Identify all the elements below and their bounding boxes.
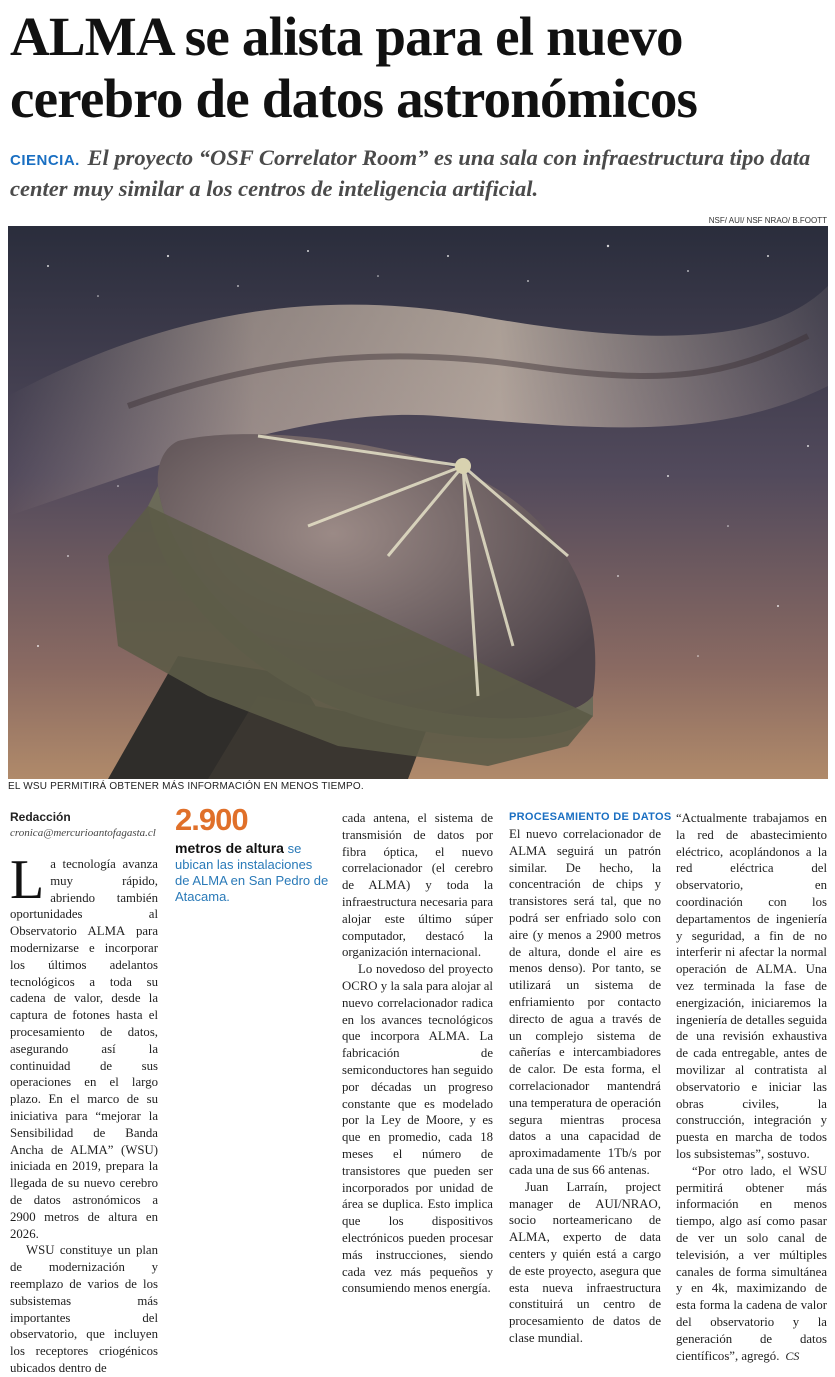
stat-text: metros de altura se ubican las instalaciones de ALMA en San Pedro de Atacama. <box>175 840 329 904</box>
col4-paragraph-1: El nuevo correlacionador de ALMA seguirá un patrón similar. De hecho, la concentración de chips y transistores será tal, que no podrá ser enfriado solo con aire (y menos a 2900 metros de altura, donde el aire es menos denso). Por tanto, se utilizará un sistema de enfriamiento por contacto directo de agua a través de un complejo sistema de cañerías e intercambiadores de calor. De esta forma, el correlacionador mantendrá una temperatura de operación segura mientras procesa datos a una capacidad de aproximadamente 1Tb/s por cada una de sus 66 antenas. <box>509 827 661 1177</box>
col4-paragraph-2: Juan Larraín, project manager de AUI/NRAO, socio norteamericano de ALMA, experto de data centers y quién está a cargo de este proyecto, asegura que esta nueva infraestructura constituirá un centro de procesamiento de datos de clase mundial. <box>509 1179 661 1345</box>
column-5 <box>676 810 827 1364</box>
col1-paragraph-1: La tecnología avanza muy rápido, abriendo también oportunidades al Observatorio ALMA para modernizarse e incorporar los últimos adelantos tecnológicos a toda su cadena de valor, desde la captura de fotones hasta el procesamiento de datos, asegurando así la continuidad de sus operaciones en el largo plazo. En el marco de su iniciativa para “mejorar la Sensibilidad de Banda Ancha de ALMA” (WSU) iniciada en 2019, prepara la llegada de su nuevo cerebro de datos astronómicos a 2900 metros de altura en 2026. <box>10 849 158 1241</box>
byline: Redacción <box>10 810 71 824</box>
col3-paragraph-1: cada antena, el sistema de transmisión de datos por fibra óptica, el nuevo correlacionador (el cerebro de ALMA) y toda la infraestructura necesaria para alojar este último súper computador, destacó la organización internacional. <box>342 811 493 960</box>
column-1 <box>10 849 158 1377</box>
end-mark: CS <box>785 1348 800 1363</box>
col3-paragraph-2: Lo novedoso del proyecto OCRO y la sala para alojar al nuevo correlacionador radica en los avances tecnológicos que incorpora ALMA. La fabricación de semiconductores han seguido por décadas un progreso constante que es modelado por la Ley de Moore, y es que en promedio, cada 18 meses el número de transistores que pueden ser incorporados por unidad de área se duplica. Esto implica que los dispositivos electrónicos pueden procesar más instrucciones, siendo cada vez más pequeños y consumiendo menos energía. <box>342 962 493 1296</box>
photo-credit: NSF/ AUI/ NSF NRAO/ B.FOOTT <box>708 216 827 225</box>
antenna-photo <box>8 226 828 779</box>
stat-number: 2.900 <box>175 802 248 837</box>
author-email[interactable]: cronica@mercurioantofagasta.cl <box>10 827 156 839</box>
column-4 <box>509 826 661 1347</box>
column-3 <box>342 810 493 1297</box>
drop-cap: L <box>10 849 45 911</box>
lead-text: El proyecto “OSF Correlator Room” es una sala con infraestructura tipo data center muy similar a los centros de inteligencia artificial. <box>10 145 811 201</box>
col1-paragraph-2: WSU constituye un plan de modernización y reemplazo de varios de los subsistemas más importantes del observatorio, que incluyen los receptores criogénicos ubicados dentro de <box>10 1243 158 1375</box>
section-title: PROCESAMIENTO DE DATOS <box>509 811 672 823</box>
headline: ALMA se alista para el nuevo cerebro de datos astronómicos <box>10 6 698 129</box>
section-kicker: CIENCIA. <box>10 152 80 169</box>
lead-paragraph <box>10 144 825 203</box>
photo-caption: EL WSU PERMITIRÁ OBTENER MÁS INFORMACIÓN EN MENOS TIEMPO. <box>8 781 364 792</box>
stat-bold: metros de altura <box>175 840 284 856</box>
col5-paragraph-2: “Por otro lado, el WSU permitirá obtener más información en menos tiempo, algo así como pasar de ver un solo canal de televisión, a ver múltiples canales de forma simultánea y en 4k, maximizando de esta forma la cadena de valor del observatorio y la generación de datos científicos”, agregó. CS <box>676 1163 827 1363</box>
col5-paragraph-1: “Actualmente trabajamos en la red de abastecimiento eléctrico, acoplándonos a la red eléctrica del observatorio, en coordinación con los departamentos de ingeniería y seguridad, a fin de no interferir ni afectar la normal operación de ALMA. Una vez terminada la fase de energización, iniciaremos la ingeniería de detalles seguida de una revisión exhaustiva de cada entregable, antes de movilizar al contratista al observatorio e iniciar las obras civiles, la construcción, integración y puesta en marcha de todos los subsistemas”, sostuvo. <box>676 811 828 1161</box>
